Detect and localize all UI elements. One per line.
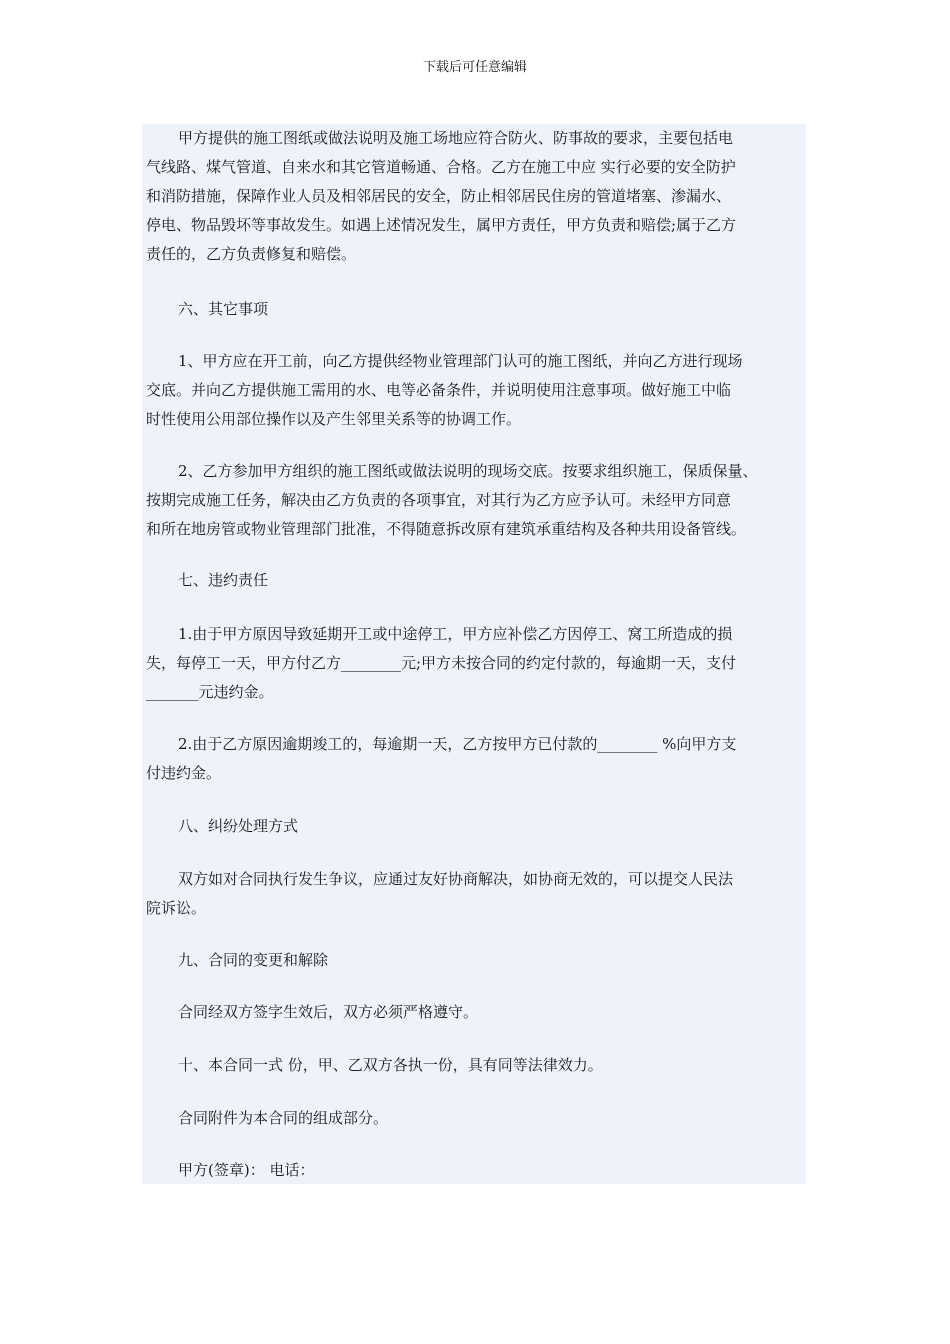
heading-text: 六、其它事项 xyxy=(178,300,269,318)
section-heading-dispute xyxy=(146,812,806,841)
text-line: _______元违约金。 xyxy=(146,683,274,701)
text-line: 付违约金。 xyxy=(146,764,222,782)
text-line: 交底。并向乙方提供施工需用的水、电等必备条件，并说明使用注意事项。做好施工中临 xyxy=(146,381,732,399)
text-line: 甲方提供的施工图纸或做法说明及施工场地应符合防火、防事故的要求，主要包括电 xyxy=(178,129,734,147)
document-body xyxy=(142,124,806,1184)
page-header: 下载后可任意编辑 xyxy=(422,60,527,75)
paragraph-item-2 xyxy=(146,457,806,544)
text-line: 十、本合同一式 份，甲、乙双方各执一份，具有同等法律效力。 xyxy=(178,1056,603,1074)
text-line: 2、乙方参加甲方组织的施工图纸或做法说明的现场交底。按要求组织施工，保质保量、 xyxy=(178,462,758,480)
heading-text: 八、纠纷处理方式 xyxy=(178,817,299,835)
text-line: 合同经双方签字生效后，双方必须严格遵守。 xyxy=(178,1003,479,1021)
heading-text: 七、违约责任 xyxy=(178,571,269,589)
text-line: 和所在地房管或物业管理部门批准，不得随意拆改原有建筑承重结构及各种共用设备管线。 xyxy=(146,520,747,538)
text-line: 时性使用公用部位操作以及产生邻里关系等的协调工作。 xyxy=(146,410,522,428)
text-line: 责任的，乙方负责修复和赔偿。 xyxy=(146,245,357,263)
text-line: 失，每停工一天，甲方付乙方________元;甲方未按合同的约定付款的，每逾期一天，支付 xyxy=(146,654,737,672)
paragraph-effective xyxy=(146,998,806,1027)
paragraph-breach-1 xyxy=(146,620,806,707)
text-line: 合同附件为本合同的组成部分。 xyxy=(178,1109,389,1127)
text-line: 1.由于甲方原因导致延期开工或中途停工，甲方应补偿乙方因停工、窝工所造成的损 xyxy=(178,625,733,643)
text-line: 甲方(签章)： 电话： xyxy=(178,1161,315,1179)
text-line: 按期完成施工任务，解决由乙方负责的各项事宜，对其行为乙方应予认可。未经甲方同意 xyxy=(146,491,732,509)
heading-text: 九、合同的变更和解除 xyxy=(178,951,329,969)
paragraph-dispute xyxy=(146,865,806,923)
section-heading-change xyxy=(146,946,806,975)
text-line: 2.由于乙方原因逾期竣工的，每逾期一天，乙方按甲方已付款的________ %向甲方支 xyxy=(178,735,737,753)
section-heading-other-matters xyxy=(146,295,806,324)
paragraph-safety xyxy=(146,124,806,269)
text-line: 和消防措施，保障作业人员及相邻居民的安全，防止相邻居民住房的管道堵塞、渗漏水、 xyxy=(146,187,732,205)
text-line: 院诉讼。 xyxy=(146,899,207,917)
text-line: 停电、物品毁坏等事故发生。如遇上述情况发生，属甲方责任，甲方负责和赔偿;属于乙方 xyxy=(146,216,737,234)
paragraph-item-1 xyxy=(146,347,806,434)
text-line: 1、甲方应在开工前，向乙方提供经物业管理部门认可的施工图纸，并向乙方进行现场 xyxy=(178,352,743,370)
paragraph-breach-2 xyxy=(146,730,806,788)
paragraph-attachments xyxy=(146,1104,806,1133)
section-heading-breach xyxy=(146,566,806,595)
text-line: 气线路、煤气管道、自来水和其它管道畅通、合格。乙方在施工中应 实行必要的安全防护 xyxy=(146,158,736,176)
text-line: 双方如对合同执行发生争议，应通过友好协商解决，如协商无效的，可以提交人民法 xyxy=(178,870,734,888)
paragraph-copies xyxy=(146,1051,806,1080)
signature-line-party-a xyxy=(146,1156,806,1184)
